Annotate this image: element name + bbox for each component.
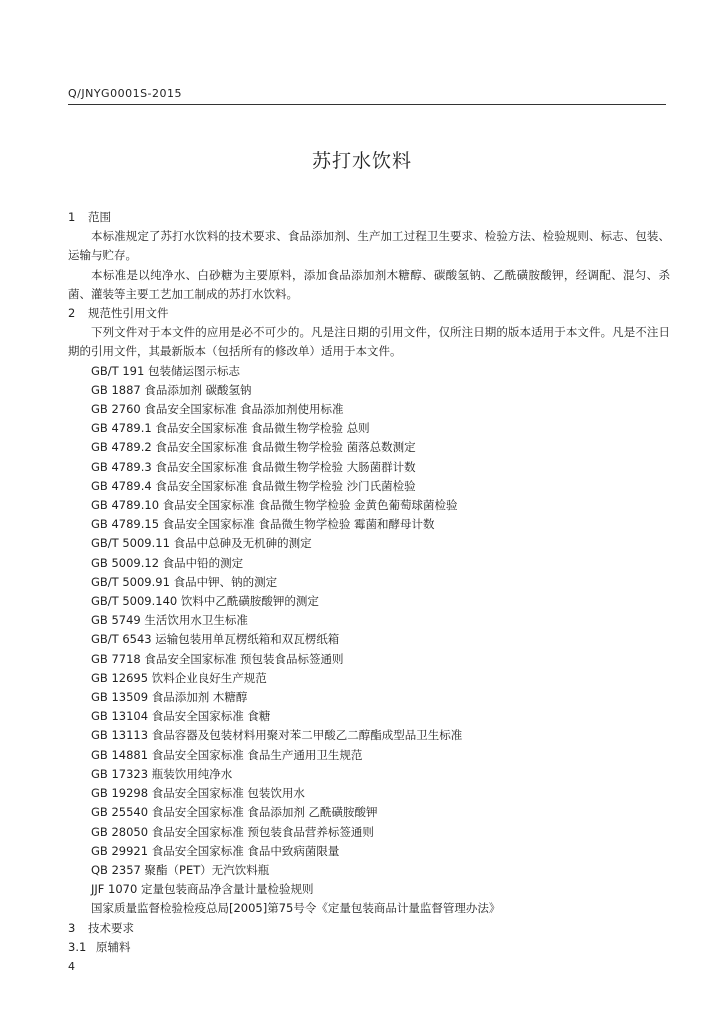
section-number: 3.1 <box>68 939 87 954</box>
subsection-heading-raw-materials <box>68 938 670 957</box>
reference-item: GB 14881 食品安全国家标准 食品生产通用卫生规范 <box>91 747 363 762</box>
reference-item: GB 2760 食品安全国家标准 食品添加剂使用标准 <box>91 402 344 417</box>
reference-item: GB 25540 食品安全国家标准 食品添加剂 乙酰磺胺酸钾 <box>91 805 378 820</box>
reference-item: GB 1887 食品添加剂 碳酸氢钠 <box>91 382 252 397</box>
reference-item: GB 4789.10 食品安全国家标准 食品微生物学检验 金黄色葡萄球菌检验 <box>91 498 458 513</box>
reference-item: GB 13509 食品添加剂 木糖醇 <box>91 690 248 705</box>
section-title: 规范性引用文件 <box>88 306 169 321</box>
reference-item: GB 19298 食品安全国家标准 包装饮用水 <box>91 786 305 801</box>
reference-item: 国家质量监督检验检疫总局[2005]第75号令《定量包装商品计量监督管理办法》 <box>91 901 501 916</box>
section-number: 1 <box>68 210 76 224</box>
reference-item: GB 4789.15 食品安全国家标准 食品微生物学检验 霉菌和酵母计数 <box>91 517 435 532</box>
section-heading-scope <box>68 208 670 227</box>
reference-item: GB 4789.4 食品安全国家标准 食品微生物学检验 沙门氏菌检验 <box>91 478 416 493</box>
reference-item: GB 13113 食品容器及包装材料用聚对苯二甲酸乙二醇酯成型品卫生标准 <box>91 728 463 743</box>
scope-paragraph: 本标准是以纯净水、白砂糖为主要原料，添加食品添加剂木糖醇、碳酸氢钠、乙酰磺胺酸钾，经调配、混匀、杀菌、灌装等主要工艺加工制成的苏打水饮料。 <box>68 267 670 301</box>
reference-item: GB/T 5009.91 食品中钾、钠的测定 <box>91 574 278 589</box>
reference-item: GB 7718 食品安全国家标准 预包装食品标签通则 <box>91 651 344 666</box>
reference-item: GB/T 191 包装储运图示标志 <box>91 363 240 378</box>
section-heading-technical-requirements <box>68 919 670 938</box>
reference-item: GB/T 6543 运输包装用单瓦楞纸箱和双瓦楞纸箱 <box>91 632 340 647</box>
reference-item: GB 4789.1 食品安全国家标准 食品微生物学检验 总则 <box>91 421 370 436</box>
section-number: 2 <box>68 306 76 321</box>
reference-item: GB 5749 生活饮用水卫生标准 <box>91 613 248 628</box>
reference-item: GB 4789.2 食品安全国家标准 食品微生物学检验 菌落总数测定 <box>91 440 416 455</box>
reference-item: QB 2357 聚酯（PET）无汽饮料瓶 <box>91 862 270 877</box>
reference-item: GB 17323 瓶装饮用纯净水 <box>91 766 233 781</box>
reference-item: GB 4789.3 食品安全国家标准 食品微生物学检验 大肠菌群计数 <box>91 459 416 474</box>
standard-code: Q/JNYG0001S-2015 <box>68 87 183 100</box>
page-number: 4 <box>68 960 75 973</box>
scope-paragraph: 本标准规定了苏打水饮料的技术要求、食品添加剂、生产加工过程卫生要求、检验方法、检验规则、标志、包装、运输与贮存。 <box>68 229 670 263</box>
section-title: 原辅料 <box>96 939 131 954</box>
header-divider <box>68 104 666 105</box>
reference-item: GB/T 5009.11 食品中总砷及无机砷的测定 <box>91 536 312 551</box>
reference-item: GB 5009.12 食品中铅的测定 <box>91 555 244 570</box>
reference-item: GB 13104 食品安全国家标准 食糖 <box>91 709 271 724</box>
document-body <box>68 208 670 957</box>
reference-item: JJF 1070 定量包装商品净含量计量检验规则 <box>91 882 314 897</box>
section-heading-normative-references <box>68 304 670 323</box>
reference-item: GB/T 5009.140 饮料中乙酰磺胺酸钾的测定 <box>91 594 319 609</box>
reference-item: GB 12695 饮料企业良好生产规范 <box>91 670 267 685</box>
section-title: 范围 <box>88 210 111 224</box>
section-number: 3 <box>68 920 76 935</box>
reference-item: GB 28050 食品安全国家标准 预包装食品营养标签通则 <box>91 824 374 839</box>
reference-item: GB 29921 食品安全国家标准 食品中致病菌限量 <box>91 843 340 858</box>
section-title: 技术要求 <box>88 920 134 935</box>
reference-list <box>68 362 670 919</box>
document-title: 苏打水饮料 <box>311 150 412 172</box>
references-intro-paragraph: 下列文件对于本文件的应用是必不可少的。凡是注日期的引用文件，仅所注日期的版本适用于本文件。凡是不注日期的引用文件，其最新版本（包括所有的修改单）适用于本文件。 <box>68 325 670 359</box>
